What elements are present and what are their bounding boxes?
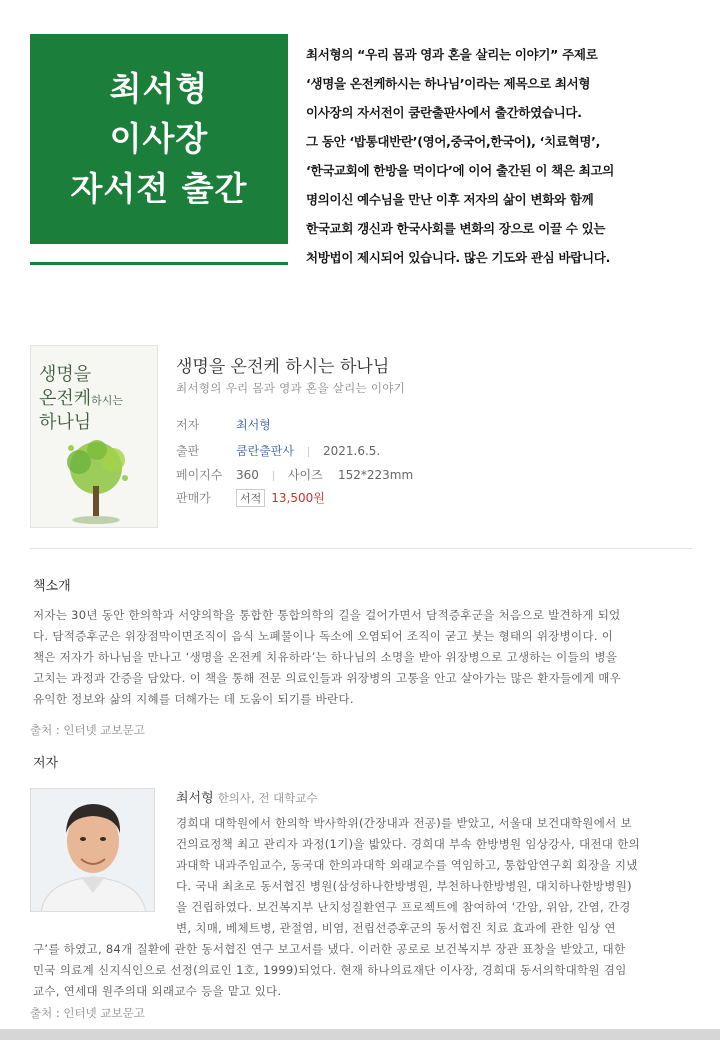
- book-subtitle: 최서형의 우리 몸과 영과 혼을 살리는 이야기: [176, 381, 406, 395]
- bottom-scroll-bar: [0, 1029, 720, 1040]
- text-line: 을 건립하였다. 보건복지부 난치성질환연구 프로젝트에 참여하여 ‘간암, 위암, 간염, 간경: [176, 900, 631, 914]
- text-line: 변, 치매, 베체트병, 관절염, 비염, 전립선증후군의 동서협진 치료 효과에 관한 임상 연: [176, 921, 616, 935]
- author-source: 출처 : 인터넷 교보문고: [30, 1006, 145, 1020]
- pages-label: 페이지수: [176, 468, 223, 482]
- author-bio-top: [176, 813, 640, 939]
- author-photo: [30, 788, 155, 912]
- meta-divider: [273, 471, 274, 481]
- banner-line: 자서전 출간: [70, 169, 248, 208]
- intro-line: 처방법이 제시되어 있습니다. 많은 기도와 관심 바랍니다.: [306, 250, 611, 265]
- text-line: 저자는 30년 동안 한의학과 서양의학을 통합한 통합의학의 길을 걸어가면서 담적증후군을 처음으로 발견하게 되었: [33, 608, 621, 622]
- author-name: [176, 787, 318, 806]
- size-value: 152*223mm: [337, 468, 414, 482]
- author-name-text: 최서형: [176, 791, 214, 806]
- book-intro-heading: 책소개: [33, 579, 71, 594]
- text-line: 유익한 정보와 삶의 지혜를 더해가는 데 도움이 되기를 바란다.: [33, 692, 354, 706]
- text-line: 고치는 과정과 간증을 담았다. 이 책을 통해 전문 의료인들과 위장병의 고통을 안고 살아가는 많은 환자들에게 매우: [33, 671, 622, 685]
- book-price-row: [176, 489, 325, 507]
- book-publisher-row: [176, 442, 380, 459]
- text-line: 과대학 내과주임교수, 동국대 한의과대학 외래교수를 역임하고, 통합암연구회 회장을 지냈: [176, 858, 638, 872]
- cover-title-big: 온전케: [39, 388, 92, 409]
- book-size-row: [176, 466, 413, 483]
- author-bio-bottom: [33, 939, 627, 1002]
- book-intro-source: 출처 : 인터넷 교보문고: [30, 723, 145, 737]
- author-link[interactable]: 최서형: [236, 418, 271, 432]
- text-line: 민국 의료계 신지식인으로 선정(의료인 1호, 1999)되었다. 현재 하나의료재단 이사장, 경희대 동서의학대학원 겸임: [33, 963, 627, 977]
- intro-line: ‘생명을 온전케하시는 하나님’이라는 제목으로 최서형: [306, 76, 591, 91]
- author-heading: 저자: [33, 756, 59, 771]
- intro-line: 명의이신 예수님을 만난 이후 저자의 삶이 변화와 함께: [306, 192, 594, 207]
- banner-line: 최서형: [109, 69, 209, 108]
- book-intro-text: [33, 605, 621, 710]
- pages-value: 360: [236, 468, 259, 482]
- publisher-label: 출판: [176, 444, 200, 458]
- text-line: 교수, 연세대 원주의대 외래교수 등을 맡고 있다.: [33, 984, 282, 998]
- banner-line: 이사장: [109, 119, 209, 158]
- cover-title-line: 하나님: [39, 412, 92, 433]
- intro-line: 최서형의 “우리 몸과 영과 혼을 살리는 이야기” 주제로: [306, 47, 598, 62]
- publisher-link[interactable]: 쿰란출판사: [236, 444, 294, 458]
- intro-line: ‘한국교회에 한방을 먹이다’에 이어 출간된 이 책은 최고의: [306, 163, 615, 178]
- book-author-row: [176, 416, 271, 433]
- text-line: 책은 저자가 하나님을 만나고 ‘생명을 온전케 치유하라’는 하나님의 소명을 받아 위장병으로 고생하는 이들의 병을: [33, 650, 618, 664]
- price-label: 판매가: [176, 491, 211, 505]
- size-label: 사이즈: [287, 468, 323, 482]
- tree-illustration-icon: [53, 438, 139, 526]
- book-cover-image[interactable]: [30, 345, 158, 528]
- meta-divider: [308, 447, 309, 457]
- title-banner: [30, 34, 288, 244]
- price-type-badge: 서적: [236, 489, 265, 507]
- cover-title-small: 하시는: [91, 394, 124, 407]
- cover-title-line: 생명을: [39, 364, 92, 385]
- intro-line: 이사장의 자서전이 쿰란출판사에서 출간하였습니다.: [306, 105, 582, 120]
- cover-title-line: [39, 384, 123, 410]
- text-line: 다. 담적증후군은 위장점막이면조직이 음식 노폐물이나 독소에 오염되어 조직이 굳고 붓는 형태의 위장병이다. 이: [33, 629, 614, 643]
- author-role: 한의사, 전 대학교수: [217, 791, 318, 805]
- banner-underline: [30, 262, 288, 265]
- text-line: 경희대 대학원에서 한의학 박사학위(간장내과 전공)를 받았고, 서울대 보건대학원에서 보: [176, 816, 632, 830]
- intro-paragraph: [306, 40, 696, 272]
- author-portrait-icon: [31, 789, 155, 912]
- intro-line: 그 동안 ‘밥통대반란’(영어,중국어,한국어), ‘치료혁명’,: [306, 134, 601, 149]
- text-line: 다. 국내 최초로 동서협진 병원(삼성하나한방병원, 부천하나한방병원, 대치하나한방병원): [176, 879, 632, 893]
- price-value: 13,500원: [271, 491, 325, 505]
- intro-line: 한국교회 갱신과 한국사회를 변화의 장으로 이끌 수 있는: [306, 221, 606, 236]
- author-label: 저자: [176, 418, 200, 432]
- section-divider: [30, 548, 692, 549]
- text-line: 구’를 하였고, 84개 질환에 관한 동서협진 연구 보고서를 냈다. 이러한 공로로 보건복지부 장관 표창을 받았고, 대한: [33, 942, 626, 956]
- text-line: 건의료정책 최고 관리자 과정(1기)을 밟았다. 경희대 부속 한방병원 임상강사, 대전대 한의: [176, 837, 640, 851]
- book-title[interactable]: 생명을 온전케 하시는 하나님: [176, 357, 390, 377]
- publish-date: 2021.6.5.: [322, 444, 381, 458]
